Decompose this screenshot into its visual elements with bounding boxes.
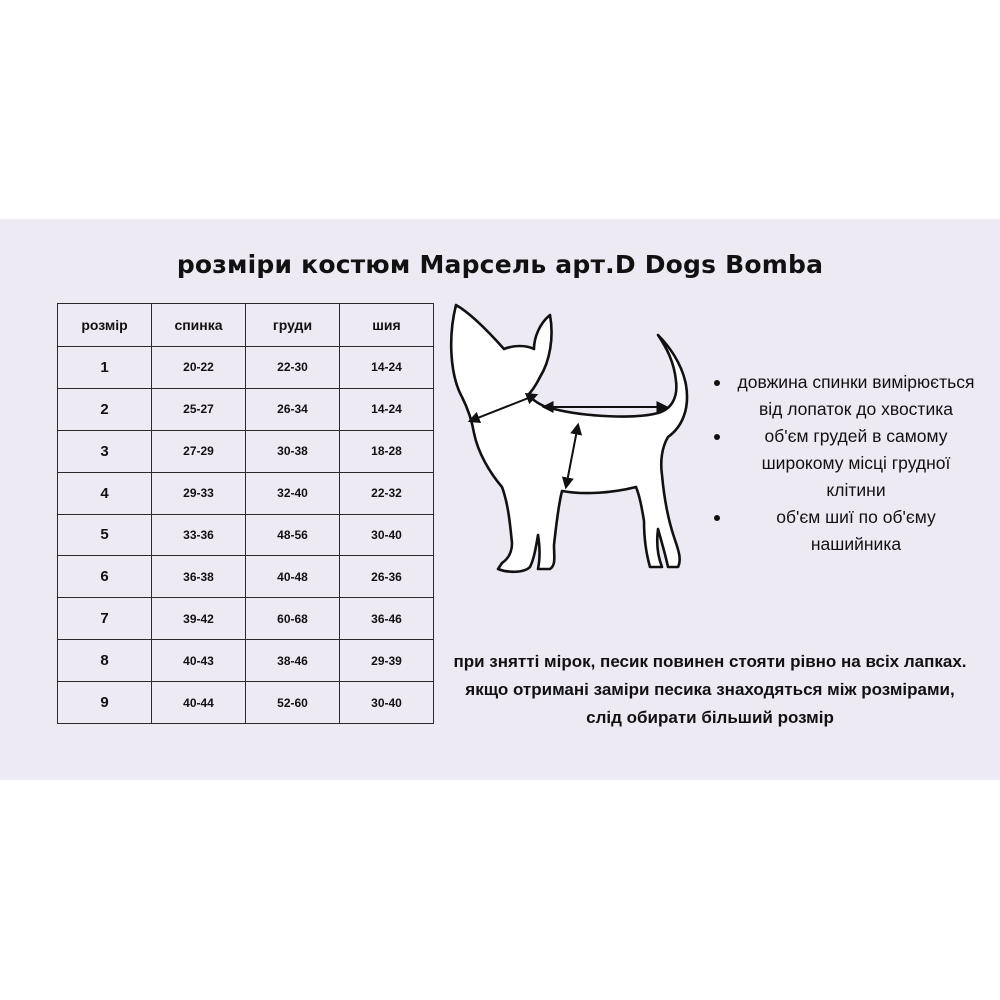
header-neck: шия [340,304,434,347]
table-row [58,472,434,514]
table-row [58,598,434,640]
cell-back: 36-38 [152,556,246,598]
size-table [57,303,434,724]
header-back: спинка [152,304,246,347]
cell-chest: 40-48 [246,556,340,598]
cell-chest: 60-68 [246,598,340,640]
cell-chest: 38-46 [246,640,340,682]
cell-size: 7 [58,598,152,640]
cell-back: 25-27 [152,388,246,430]
cell-chest: 22-30 [246,347,340,389]
table-row [58,514,434,556]
cell-back: 29-33 [152,472,246,514]
cell-chest: 26-34 [246,388,340,430]
table-row [58,640,434,682]
cell-back: 20-22 [152,347,246,389]
cell-size: 4 [58,472,152,514]
cell-neck: 18-28 [340,430,434,472]
cell-neck: 30-40 [340,514,434,556]
cell-size: 1 [58,347,152,389]
cell-size: 5 [58,514,152,556]
cell-back: 33-36 [152,514,246,556]
table-row [58,430,434,472]
table-row [58,347,434,389]
cell-neck: 26-36 [340,556,434,598]
cell-back: 27-29 [152,430,246,472]
measurement-notes [712,369,982,558]
cell-neck: 22-32 [340,472,434,514]
cell-neck: 30-40 [340,682,434,724]
dog-silhouette-icon [446,297,708,587]
table-row [58,682,434,724]
table-row [58,388,434,430]
note-neck-girth: об'єм шиї по об'єму нашийника [712,504,982,558]
cell-neck: 29-39 [340,640,434,682]
note-back-length: довжина спинки вимірюється від лопаток до хвостика [712,369,982,423]
cell-chest: 30-38 [246,430,340,472]
cell-back: 40-44 [152,682,246,724]
cell-size: 6 [58,556,152,598]
measurement-instruction: при знятті мірок, песик повинен стояти рівно на всіх лапках. якщо отримані заміри песика знаходяться між розмірами, слід обирати більший розмір [453,652,967,727]
page-title: розміри костюм Марсель арт.D Dogs Bomba [176,250,824,279]
cell-size: 2 [58,388,152,430]
table-row [58,556,434,598]
cell-neck: 14-24 [340,388,434,430]
cell-neck: 36-46 [340,598,434,640]
header-size: розмір [58,304,152,347]
cell-size: 8 [58,640,152,682]
cell-chest: 52-60 [246,682,340,724]
cell-chest: 48-56 [246,514,340,556]
table-header-row [58,304,434,347]
cell-chest: 32-40 [246,472,340,514]
header-chest: груди [246,304,340,347]
cell-neck: 14-24 [340,347,434,389]
bullet-icon [714,434,720,440]
bullet-icon [714,515,720,521]
dog-outline [451,305,687,572]
note-chest-girth: об'єм грудей в самому широкому місці грудної клітини [712,423,982,504]
cell-back: 39-42 [152,598,246,640]
bullet-icon [714,380,720,386]
size-table-body [58,347,434,724]
cell-back: 40-43 [152,640,246,682]
cell-size: 3 [58,430,152,472]
cell-size: 9 [58,682,152,724]
